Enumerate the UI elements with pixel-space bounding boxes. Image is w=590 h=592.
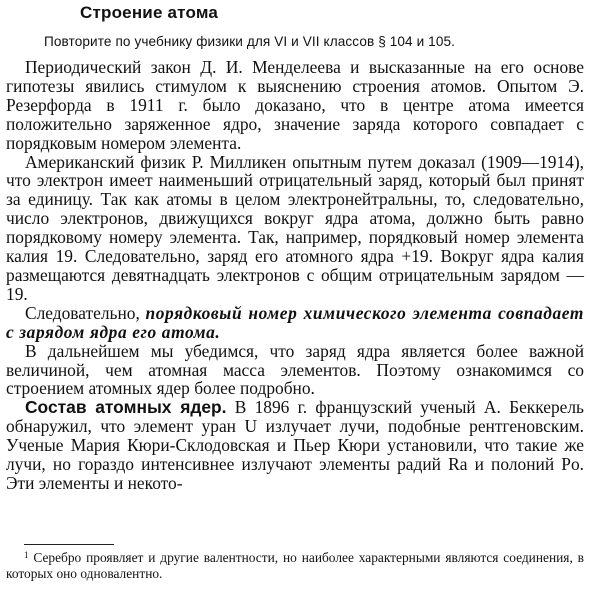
footnote-marker: 1	[24, 550, 29, 560]
footnote-rule	[24, 544, 114, 545]
paragraph-rutherford: Периодический закон Д. И. Менделеева и высказанные на его основе гипотезы явились стимулом к выяснению строения атомов. Опытом Э. Резерфорда в 1911 г. было доказано, что в центре атома имеется положительно заряженное ядро, значение заряда которого совпадает с порядковым номером элемента.	[6, 57, 584, 153]
footnote-text: Серебро проявляет и другие валентности, но наиболее характерными являются соединения, в которых оно одновалентно.	[6, 550, 584, 581]
conclusion-lead: Следовательно,	[25, 302, 146, 323]
footnote	[6, 548, 584, 581]
section-heading: Строение атома	[80, 3, 219, 22]
review-note: Повторите по учебнику физики для VI и VII классов § 104 и 105.	[44, 34, 456, 49]
main-text	[6, 58, 584, 493]
paragraph-conclusion	[6, 304, 584, 342]
conclusion-emphasis: порядковый номер химического элемента совпадает с зарядом ядра его атома.	[6, 302, 585, 342]
paragraph-nuclear-composition	[6, 398, 584, 493]
paragraph-millikan: Американский физик Р. Милликен опытным путем доказал (1909—1914), что электрон имеет наименьший отрицательный заряд, который был принят за единицу. Так как атомы в целом электронейтральны, то, следовательно, число электронов, движущихся вокруг ядра атома, должно быть равно порядковому номеру элемента. Так, например, порядковый номер элемента калия 19. Следовательно, заряд его атомного ядра +19. Вокруг ядра калия размещаются девятнадцать электронов с общим отрицательным зарядом —19.	[6, 151, 584, 304]
run-in-heading: Состав атомных ядер.	[25, 397, 227, 418]
nuclear-composition-text: В 1896 г. французский ученый А. Беккерель обнаружил, что элемент уран U излучает лучи, подобные рентгеновским. Ученые Мария Кюри-Склодовская и Пьер Кюри установили, что такие же лучи, но гораздо интенсивнее излучают элементы радий Ra и полоний Po. Эти элементы и некото-	[6, 397, 584, 493]
paragraph-nucleus-importance: В дальнейшем мы убедимся, что заряд ядра является более важной величиной, чем атомная масса элементов. Поэтому ознакомимся со строением атомных ядер более подробно.	[6, 340, 584, 399]
